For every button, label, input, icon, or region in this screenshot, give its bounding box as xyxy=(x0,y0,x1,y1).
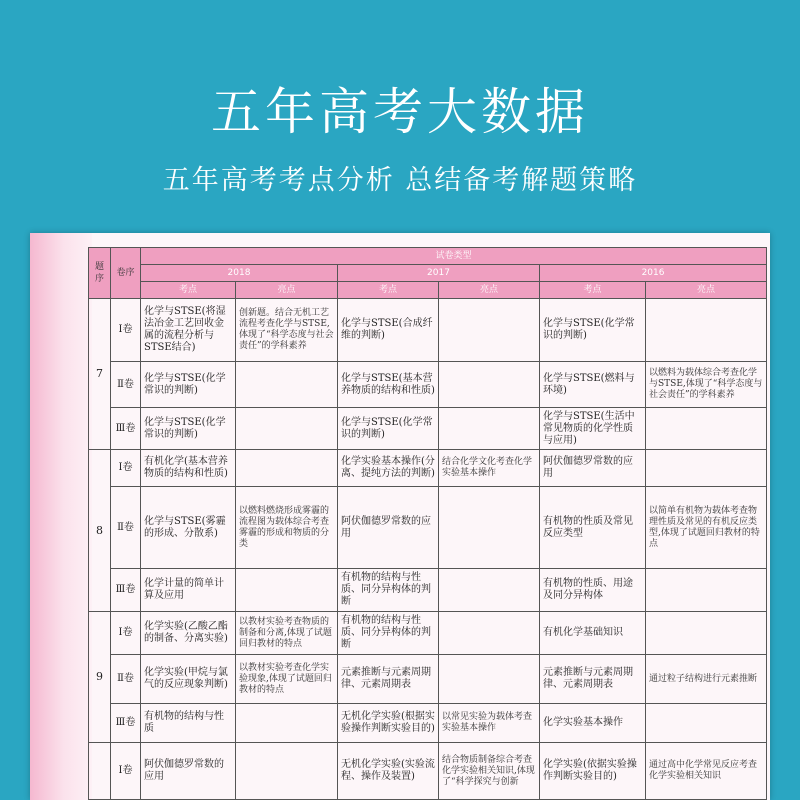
kaodian-header: 考点 xyxy=(141,282,236,299)
table-cell: 以教材实验考查化学实验现象,体现了试题回归教材的特点 xyxy=(236,655,338,704)
table-row xyxy=(89,704,767,743)
table-row xyxy=(89,569,767,612)
table-cell xyxy=(439,486,540,569)
table-cell: 阿伏伽德罗常数的应用 xyxy=(338,486,439,569)
table-cell: 无机化学实验(根据实验操作判断实验目的) xyxy=(338,704,439,743)
table-cell: 化学与STSE(生活中常见物质的化学性质与应用) xyxy=(540,408,646,450)
question-number: 8 xyxy=(89,450,111,612)
table-cell: 有机物的结构与性质 xyxy=(141,704,236,743)
table-row xyxy=(89,362,767,408)
table-row xyxy=(89,655,767,704)
table-cell xyxy=(646,299,767,362)
table-cell xyxy=(439,655,540,704)
table-cell: 结合化学文化考查化学实验基本操作 xyxy=(439,450,540,486)
paper-label: Ⅱ卷 xyxy=(111,362,141,408)
table-row xyxy=(89,743,767,800)
table-cell: 化学计量的简单计算及应用 xyxy=(141,569,236,612)
year-header-2018: 2018 xyxy=(141,265,338,282)
table-cell xyxy=(439,612,540,655)
table-cell: 化学与STSE(合成纤维的判断) xyxy=(338,299,439,362)
paper-label: Ⅰ卷 xyxy=(111,299,141,362)
table-cell: 化学与STSE(化学常识的判断) xyxy=(141,408,236,450)
table-cell xyxy=(646,408,767,450)
liangdian-header: 亮点 xyxy=(439,282,540,299)
table-cell xyxy=(646,612,767,655)
paper-label: Ⅱ卷 xyxy=(111,655,141,704)
paper-label: Ⅲ卷 xyxy=(111,569,141,612)
table-cell xyxy=(646,450,767,486)
paper-type-header: 试卷类型 xyxy=(141,248,767,265)
table-cell: 有机物的性质、用途及同分异构体 xyxy=(540,569,646,612)
table-cell: 通过高中化学常见反应考查化学实验相关知识 xyxy=(646,743,767,800)
year-header-2016: 2016 xyxy=(540,265,767,282)
exam-data-table xyxy=(88,247,767,800)
table-cell xyxy=(236,450,338,486)
table-cell: 以燃料燃烧形成雾霾的流程图为载体综合考查雾霾的形成和物质的分类 xyxy=(236,486,338,569)
table-cell xyxy=(646,569,767,612)
table-cell: 化学与STSE(燃料与环境) xyxy=(540,362,646,408)
table-cell: 结合物质制备综合考查化学实验相关知识,体现了“科学探究与创新 xyxy=(439,743,540,800)
table-cell: 化学实验基本操作 xyxy=(540,704,646,743)
table-row xyxy=(89,612,767,655)
paper-label: Ⅰ卷 xyxy=(111,450,141,486)
table-cell: 化学实验(甲烷与氯气的反应现象判断) xyxy=(141,655,236,704)
table-cell: 化学与STSE(雾霾的形成、分散系) xyxy=(141,486,236,569)
table-cell xyxy=(236,704,338,743)
table-cell xyxy=(439,408,540,450)
table-row xyxy=(89,299,767,362)
paper-label: Ⅲ卷 xyxy=(111,408,141,450)
table-cell: 化学与STSE(基本营养物质的结构和性质) xyxy=(338,362,439,408)
table-cell: 以燃料为载体综合考查化学与STSE,体现了“科学态度与社会责任”的学科素养 xyxy=(646,362,767,408)
table-cell: 化学与STSE(化学常识的判断) xyxy=(338,408,439,450)
table-cell: 化学实验基本操作(分离、提纯方法的判断) xyxy=(338,450,439,486)
liangdian-header: 亮点 xyxy=(646,282,767,299)
table-cell: 有机物的结构与性质、同分异构体的判断 xyxy=(338,569,439,612)
table-cell: 通过粒子结构进行元素推断 xyxy=(646,655,767,704)
table-cell xyxy=(439,362,540,408)
table-row xyxy=(89,450,767,486)
table-cell: 化学实验(依据实验操作判断实验目的) xyxy=(540,743,646,800)
table-cell: 创新题。结合无机工艺流程考查化学与STSE,体现了“科学态度与社会责任”的学科素养 xyxy=(236,299,338,362)
table-cell: 元素推断与元素周期律、元素周期表 xyxy=(540,655,646,704)
kaodian-header: 考点 xyxy=(338,282,439,299)
table-row xyxy=(89,486,767,569)
question-number xyxy=(89,743,111,800)
liangdian-header: 亮点 xyxy=(236,282,338,299)
question-number-header: 题序 xyxy=(89,248,111,299)
question-number: 9 xyxy=(89,612,111,743)
table-row xyxy=(89,408,767,450)
page-title: 五年高考大数据 xyxy=(211,83,589,141)
paper-label: Ⅰ卷 xyxy=(111,612,141,655)
paper-number-header: 卷序 xyxy=(111,248,141,299)
table-cell: 有机化学(基本营养物质的结构和性质) xyxy=(141,450,236,486)
table-cell xyxy=(236,569,338,612)
table-cell xyxy=(236,408,338,450)
paper-label: Ⅰ卷 xyxy=(111,743,141,800)
table-cell: 阿伏伽德罗常数的应用 xyxy=(141,743,236,800)
table-cell: 化学与STSE(将湿法冶金工艺回收金属的流程分析与STSE结合) xyxy=(141,299,236,362)
table-cell xyxy=(236,362,338,408)
table-cell xyxy=(236,743,338,800)
table-cell: 以简单有机物为载体考查物理性质及常见的有机反应类型,体现了试题回归教材的特点 xyxy=(646,486,767,569)
page-subtitle: 五年高考考点分析 总结备考解题策略 xyxy=(162,165,638,196)
table-cell: 化学实验(乙酸乙酯的制备、分离实验) xyxy=(141,612,236,655)
table-cell: 有机物的结构与性质、同分异构体的判断 xyxy=(338,612,439,655)
table-cell: 无机化学实验(实验流程、操作及装置) xyxy=(338,743,439,800)
table-cell: 以教材实验考查物质的制备和分离,体现了试题回归教材的特点 xyxy=(236,612,338,655)
paper-label: Ⅲ卷 xyxy=(111,704,141,743)
question-number: 7 xyxy=(89,299,111,450)
table-cell: 化学与STSE(化学常识的判断) xyxy=(141,362,236,408)
table-cell xyxy=(439,299,540,362)
table-cell: 以常见实验为载体考查实验基本操作 xyxy=(439,704,540,743)
table-cell: 有机化学基础知识 xyxy=(540,612,646,655)
kaodian-header: 考点 xyxy=(540,282,646,299)
paper-label: Ⅱ卷 xyxy=(111,486,141,569)
table-cell xyxy=(646,704,767,743)
table-cell: 有机物的性质及常见反应类型 xyxy=(540,486,646,569)
book-spine xyxy=(30,233,92,800)
year-header-2017: 2017 xyxy=(338,265,540,282)
table-cell xyxy=(439,569,540,612)
table-cell: 化学与STSE(化学常识的判断) xyxy=(540,299,646,362)
table-cell: 阿伏伽德罗常数的应用 xyxy=(540,450,646,486)
table-cell: 元素推断与元素周期律、元素周期表 xyxy=(338,655,439,704)
